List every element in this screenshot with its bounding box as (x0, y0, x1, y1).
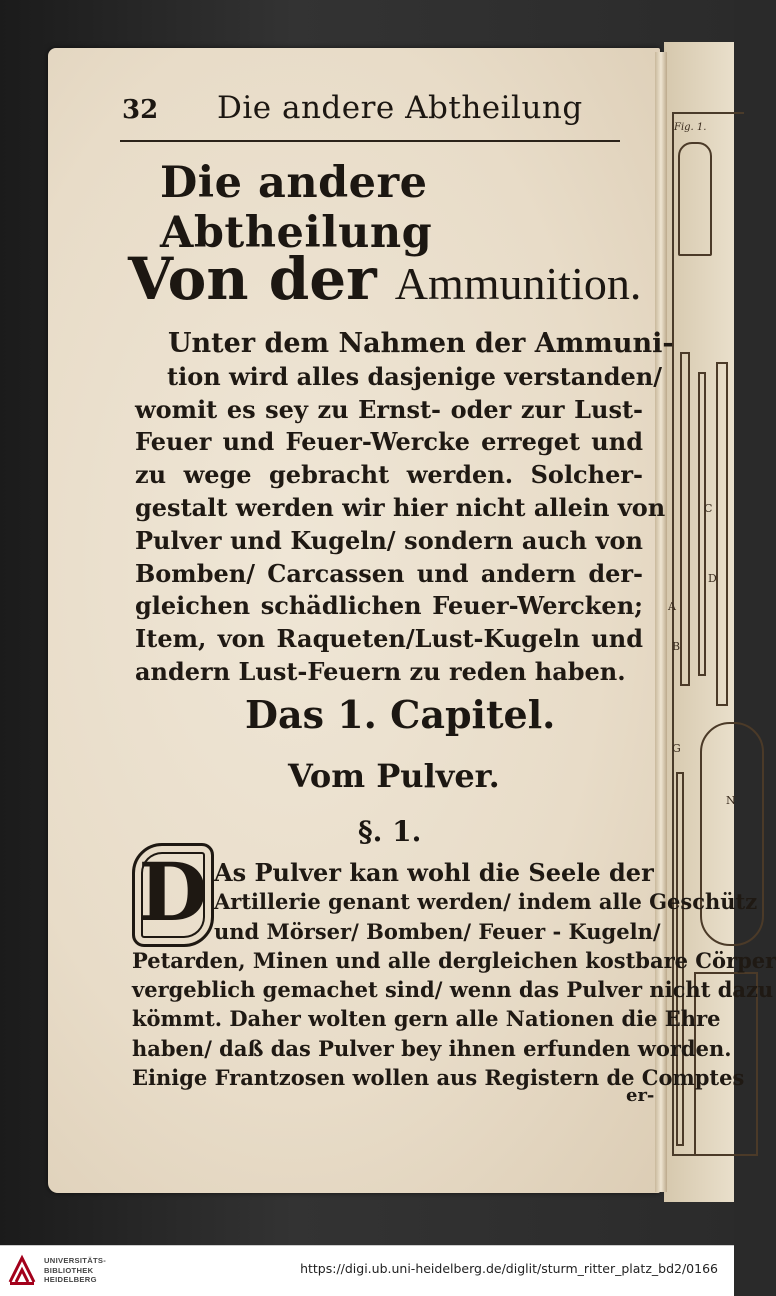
catchword: er- (626, 1085, 655, 1106)
body-line: As Pulver kan wohl die Seele der (214, 858, 654, 887)
body-paragraph (132, 858, 776, 1092)
intro-line: Item, von Raqueten/Lust-Kugeln und (135, 624, 643, 654)
section-mark: §. 1. (358, 815, 422, 848)
subtitle-fraktur: Von der (128, 245, 377, 313)
logo-line-3: HEIDELBERG (44, 1275, 97, 1285)
intro-line: womit es sey zu Ernst- oder zur Lust- (135, 394, 643, 424)
body-line: vergeblich gemachet sind/ wenn das Pulver nicht dazu (132, 977, 774, 1003)
chapter-subheading: Vom Pulver. (288, 757, 500, 795)
body-line: und Mörser/ Bomben/ Feuer - Kugeln/ (214, 918, 661, 944)
plate-letter-c: C (704, 502, 713, 515)
viewer-footer (0, 1245, 734, 1296)
intro-line: Unter dem Nahmen der Ammuni- (168, 328, 674, 359)
permalink-link[interactable]: https://digi.ub.uni-heidelberg.de/diglit/sturm_ritter_platz_bd2/0166 (300, 1261, 718, 1276)
plate-letter-g: G (672, 742, 681, 755)
intro-line: gestalt werden wir hier nicht allein von (135, 492, 666, 522)
intro-line: andern Lust-Feuern zu reden haben. (135, 656, 626, 686)
drop-cap: D (132, 843, 214, 947)
intro-line: Bomben/ Carcassen und andern der- (135, 558, 643, 588)
running-head: Die andere Abtheilung (217, 90, 583, 126)
intro-line: tion wird alles dasjenige verstanden/ (167, 361, 662, 391)
plate-figure-label: Fig. 1. (674, 122, 707, 133)
subtitle-latin: Ammunition. (394, 258, 642, 309)
permalink (300, 1261, 718, 1276)
body-line: Einige Frantzosen wollen aus Registern de Comptes (132, 1065, 745, 1091)
page-number: 32 (122, 95, 159, 125)
library-logo-text[interactable] (44, 1256, 106, 1285)
chapter-heading: Das 1. Capitel. (245, 692, 556, 737)
header-rule (120, 140, 620, 142)
body-line: haben/ daß das Pulver bey ihnen erfunden worden. (132, 1035, 732, 1061)
plate-letter-n: N (726, 794, 736, 807)
intro-line: zu wege gebracht werden. Solcher- (135, 460, 643, 490)
logo-line-1: UNIVERSITÄTS- (44, 1256, 107, 1265)
intro-line: Feuer und Feuer-Wercke erreget und (135, 427, 643, 457)
running-header (122, 90, 617, 126)
logo-line-2: BIBLIOTHEK (44, 1265, 94, 1275)
plate-letter-a: A (668, 600, 676, 613)
body-line: Petarden, Minen und alle dergleichen kostbare Cörper (132, 947, 776, 973)
library-logo-icon[interactable] (8, 1254, 38, 1286)
body-line: kömmt. Daher wolten gern alle Nationen die Ehre (132, 1006, 721, 1032)
intro-paragraph (135, 328, 674, 689)
section-title: Die andere Abtheilung (160, 158, 433, 258)
intro-line: gleichen schädlichen Feuer-Wercken; (135, 591, 643, 621)
section-subtitle (128, 245, 648, 313)
intro-line: Pulver und Kugeln/ sondern auch von (135, 525, 643, 555)
plate-letter-d: D (708, 572, 717, 585)
plate-letter-b: B (672, 640, 681, 653)
body-line: Artillerie genant werden/ indem alle Geschütz (214, 889, 758, 915)
